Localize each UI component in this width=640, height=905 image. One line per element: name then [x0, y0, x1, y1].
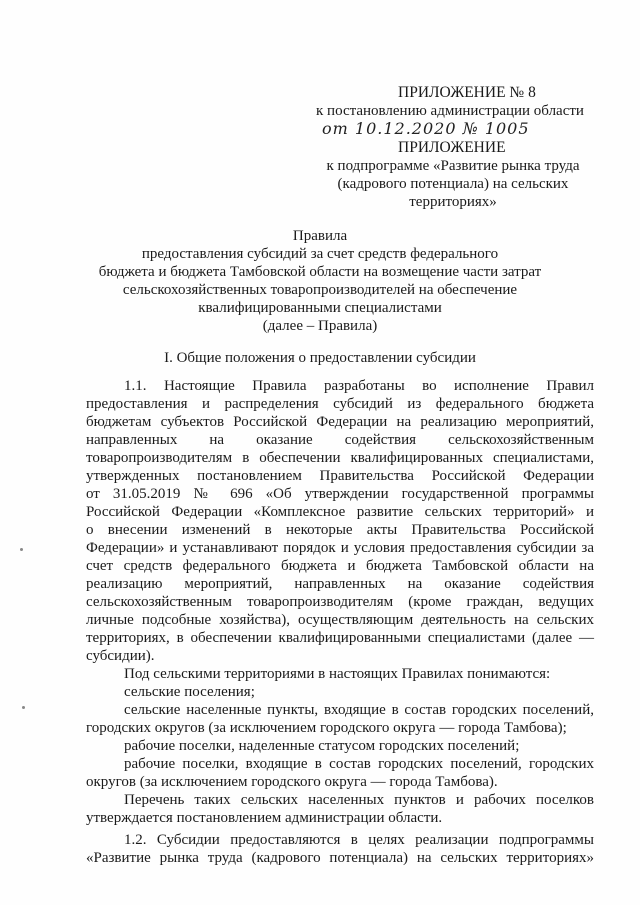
body-line: сельскохозяйственным товаропроизводителям (кроме граждан, ведущих: [86, 594, 594, 610]
sub-appendix-title: ПРИЛОЖЕНИЕ: [398, 139, 506, 156]
body-line: «Развитие рынка труда (кадрового потенциала) на сельских территориях»: [86, 850, 594, 866]
body-line: от 31.05.2019 № 696 «Об утверждении государственной программы: [86, 486, 594, 502]
scan-speck: [22, 706, 25, 709]
appendix-title: ПРИЛОЖЕНИЕ № 8: [398, 84, 536, 101]
body-line: счет средств федерального бюджета и бюджета Тамбовской области на: [86, 558, 594, 574]
body-line: 1.2. Субсидии предоставляются в целях реализации подпрограммы: [124, 832, 594, 848]
handwritten-date-number: от 10.12.2020 № 1005: [322, 119, 530, 138]
body-line: утверждается постановлением администрации области.: [86, 810, 443, 826]
body-line: Федерации» и устанавливают порядок и условия предоставления субсидии за: [86, 540, 594, 556]
body-line: бюджетам субъектов Российской Федерации на реализацию мероприятий,: [86, 414, 594, 430]
title-line: бюджета и бюджета Тамбовской области на возмещение части затрат: [98, 264, 542, 280]
body-line: личные подсобные хозяйства), осуществляющим деятельность на сельских: [86, 612, 594, 628]
body-line: сельские поселения;: [124, 684, 255, 700]
section-heading: I. Общие положения о предоставлении субсидии: [164, 350, 476, 366]
body-line: субсидии).: [86, 648, 155, 664]
sub-appendix-line: к подпрограмме «Развитие рынка труда: [326, 158, 580, 174]
body-line: рабочие поселки, наделенные статусом городских поселений;: [124, 738, 520, 754]
body-line: территориях, в обеспечении квалифицированными специалистами (далее —: [86, 630, 594, 646]
body-line: сельские населенные пункты, входящие в состав городских поселений,: [124, 702, 594, 718]
body-line: 1.1. Настоящие Правила разработаны во исполнение Правил: [124, 378, 594, 394]
title-line: квалифицированными специалистами: [198, 300, 442, 316]
body-line: городских округов (за исключением городского округа — города Тамбова);: [86, 720, 567, 736]
sub-appendix-line: (кадрового потенциала) на сельских: [337, 176, 569, 192]
body-line: предоставления и распределения субсидий из федерального бюджета: [86, 396, 594, 412]
body-line: Перечень таких сельских населенных пунктов и рабочих поселков: [124, 792, 594, 808]
body-line: о внесении изменений в некоторые акты Правительства Российской: [86, 522, 594, 538]
title-line: сельскохозяйственных товаропроизводителей на обеспечение: [122, 282, 518, 298]
sub-appendix-line: территориях»: [409, 194, 497, 210]
body-line: товаропроизводителям в обеспечении квалифицированных специалистами,: [86, 450, 594, 466]
body-line: реализацию мероприятий, направленных на оказание содействия: [86, 576, 594, 592]
body-line: Российской Федерации «Комплексное развитие сельских территорий» и: [86, 504, 594, 520]
title-line: (далее – Правила): [262, 318, 378, 334]
title-line: предоставления субсидий за счет средств федерального: [141, 246, 499, 262]
body-line: рабочие поселки, входящие в состав городских поселений, городских: [124, 756, 594, 772]
body-line: округов (за исключением городского округа — города Тамбова).: [86, 774, 498, 790]
body-line: Под сельскими территориями в настоящих Правилах понимаются:: [124, 666, 551, 682]
appendix-to: к постановлению администрации области: [316, 103, 584, 119]
scan-speck: [20, 548, 23, 551]
title-line: Правила: [292, 228, 348, 244]
body-line: направленных на оказание содействия сельскохозяйственным: [86, 432, 594, 448]
body-line: утвержденных постановлением Правительства Российской Федерации: [86, 468, 594, 484]
